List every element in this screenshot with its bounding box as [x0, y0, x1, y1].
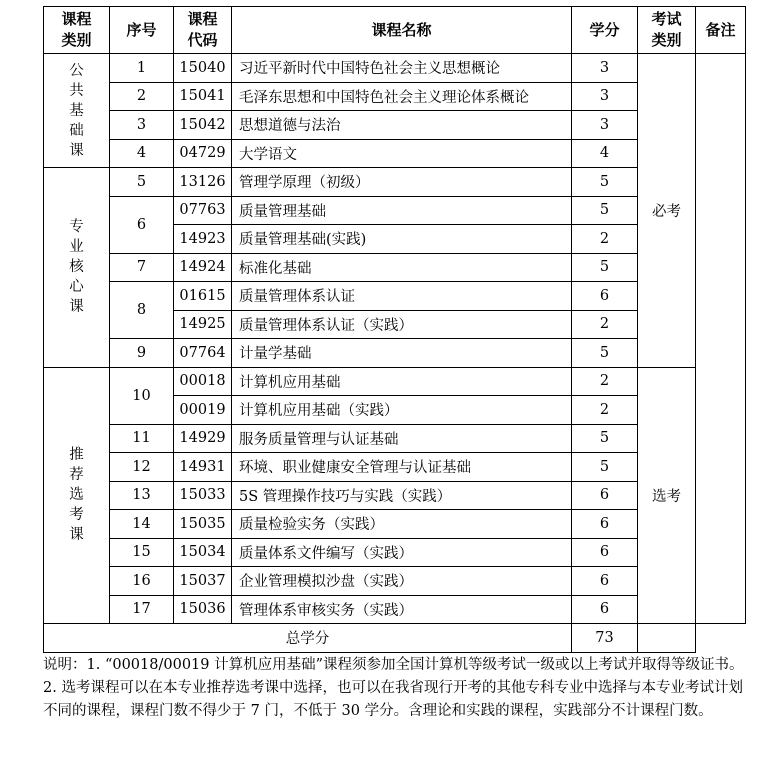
- name-cell: 质量管理体系认证: [232, 282, 572, 311]
- credit-cell: 2: [572, 367, 638, 396]
- code-cell: 07764: [174, 339, 232, 368]
- credit-cell: 3: [572, 111, 638, 140]
- seq-cell: 6: [110, 196, 174, 253]
- code-cell: 13126: [174, 168, 232, 197]
- credit-cell: 6: [572, 510, 638, 539]
- seq-cell: 7: [110, 253, 174, 282]
- name-cell: 质量管理体系认证（实践）: [232, 310, 572, 339]
- name-cell: 毛泽东思想和中国特色社会主义理论体系概论: [232, 82, 572, 111]
- credit-cell: 5: [572, 168, 638, 197]
- name-cell: 企业管理模拟沙盘（实践）: [232, 567, 572, 596]
- seq-cell: 15: [110, 538, 174, 567]
- total-label: 总学分: [44, 624, 572, 653]
- code-cell: 14923: [174, 225, 232, 254]
- credit-cell: 5: [572, 339, 638, 368]
- code-cell: 14931: [174, 453, 232, 482]
- credit-cell: 3: [572, 82, 638, 111]
- code-cell: 15033: [174, 481, 232, 510]
- notes: [43, 654, 753, 723]
- code-cell: 00019: [174, 396, 232, 425]
- header-remark: 备注: [696, 7, 746, 54]
- category-public: 公共基础课: [44, 54, 110, 168]
- seq-cell: 1: [110, 54, 174, 83]
- name-cell: 大学语文: [232, 139, 572, 168]
- code-cell: 15040: [174, 54, 232, 83]
- name-cell: 质量管理基础: [232, 196, 572, 225]
- note-2: 2. 选考课程可以在本专业推荐选考课中选择，也可以在我省现行开考的其他专科专业中选择与本专业考试计划不同的课程，课程门数不得少于 7 门，不低于 30 学分。含理论和实践的课程，实践部分不计课程门数。: [43, 680, 743, 719]
- credit-cell: 6: [572, 595, 638, 624]
- header-row: [44, 7, 746, 54]
- code-cell: 14925: [174, 310, 232, 339]
- credit-cell: 5: [572, 453, 638, 482]
- note-1: 说明：1. “00018/00019 计算机应用基础”课程须参加全国计算机等级考试一级或以上考试并取得等级证书。: [43, 657, 744, 673]
- code-cell: 14929: [174, 424, 232, 453]
- name-cell: 计算机应用基础（实践）: [232, 396, 572, 425]
- seq-cell: 16: [110, 567, 174, 596]
- credit-cell: 6: [572, 481, 638, 510]
- name-cell: 质量体系文件编写（实践）: [232, 538, 572, 567]
- credit-cell: 4: [572, 139, 638, 168]
- course-plan-table: [43, 6, 746, 653]
- header-seq: 序号: [110, 7, 174, 54]
- table-row: [44, 54, 746, 83]
- table-row: [44, 367, 746, 396]
- exam-type-required: 必考: [638, 54, 696, 368]
- credit-cell: 2: [572, 396, 638, 425]
- credit-cell: 6: [572, 282, 638, 311]
- name-cell: 思想道德与法治: [232, 111, 572, 140]
- seq-cell: 10: [110, 367, 174, 424]
- seq-cell: 9: [110, 339, 174, 368]
- name-cell: 计算机应用基础: [232, 367, 572, 396]
- code-cell: 01615: [174, 282, 232, 311]
- name-cell: 质量检验实务（实践）: [232, 510, 572, 539]
- credit-cell: 2: [572, 225, 638, 254]
- code-cell: 14924: [174, 253, 232, 282]
- total-exam-blank: [638, 624, 696, 653]
- credit-cell: 6: [572, 567, 638, 596]
- seq-cell: 3: [110, 111, 174, 140]
- code-cell: 00018: [174, 367, 232, 396]
- name-cell: 管理学原理（初级）: [232, 168, 572, 197]
- name-cell: 服务质量管理与认证基础: [232, 424, 572, 453]
- credit-cell: 5: [572, 196, 638, 225]
- seq-cell: 8: [110, 282, 174, 339]
- name-cell: 环境、职业健康安全管理与认证基础: [232, 453, 572, 482]
- credit-cell: 2: [572, 310, 638, 339]
- category-elective: 推荐选考课: [44, 367, 110, 624]
- exam-type-elective: 选考: [638, 367, 696, 624]
- header-code: 课程 代码: [174, 7, 232, 54]
- code-cell: 15042: [174, 111, 232, 140]
- name-cell: 质量管理基础(实践): [232, 225, 572, 254]
- code-cell: 15036: [174, 595, 232, 624]
- header-exam-type: 考试 类别: [638, 7, 696, 54]
- seq-cell: 14: [110, 510, 174, 539]
- remark-cell: [696, 54, 746, 624]
- total-row: [44, 624, 746, 653]
- category-core: 专业核心课: [44, 168, 110, 368]
- seq-cell: 12: [110, 453, 174, 482]
- credit-cell: 6: [572, 538, 638, 567]
- code-cell: 15034: [174, 538, 232, 567]
- header-name: 课程名称: [232, 7, 572, 54]
- name-cell: 管理体系审核实务（实践）: [232, 595, 572, 624]
- name-cell: 标准化基础: [232, 253, 572, 282]
- header-category: 课程 类别: [44, 7, 110, 54]
- seq-cell: 11: [110, 424, 174, 453]
- name-cell: 习近平新时代中国特色社会主义思想概论: [232, 54, 572, 83]
- code-cell: 15035: [174, 510, 232, 539]
- seq-cell: 17: [110, 595, 174, 624]
- code-cell: 07763: [174, 196, 232, 225]
- code-cell: 04729: [174, 139, 232, 168]
- seq-cell: 13: [110, 481, 174, 510]
- name-cell: 5S 管理操作技巧与实践（实践）: [232, 481, 572, 510]
- header-credit: 学分: [572, 7, 638, 54]
- seq-cell: 4: [110, 139, 174, 168]
- seq-cell: 2: [110, 82, 174, 111]
- credit-cell: 5: [572, 253, 638, 282]
- credit-cell: 5: [572, 424, 638, 453]
- seq-cell: 5: [110, 168, 174, 197]
- name-cell: 计量学基础: [232, 339, 572, 368]
- total-value: 73: [572, 624, 638, 653]
- code-cell: 15037: [174, 567, 232, 596]
- credit-cell: 3: [572, 54, 638, 83]
- code-cell: 15041: [174, 82, 232, 111]
